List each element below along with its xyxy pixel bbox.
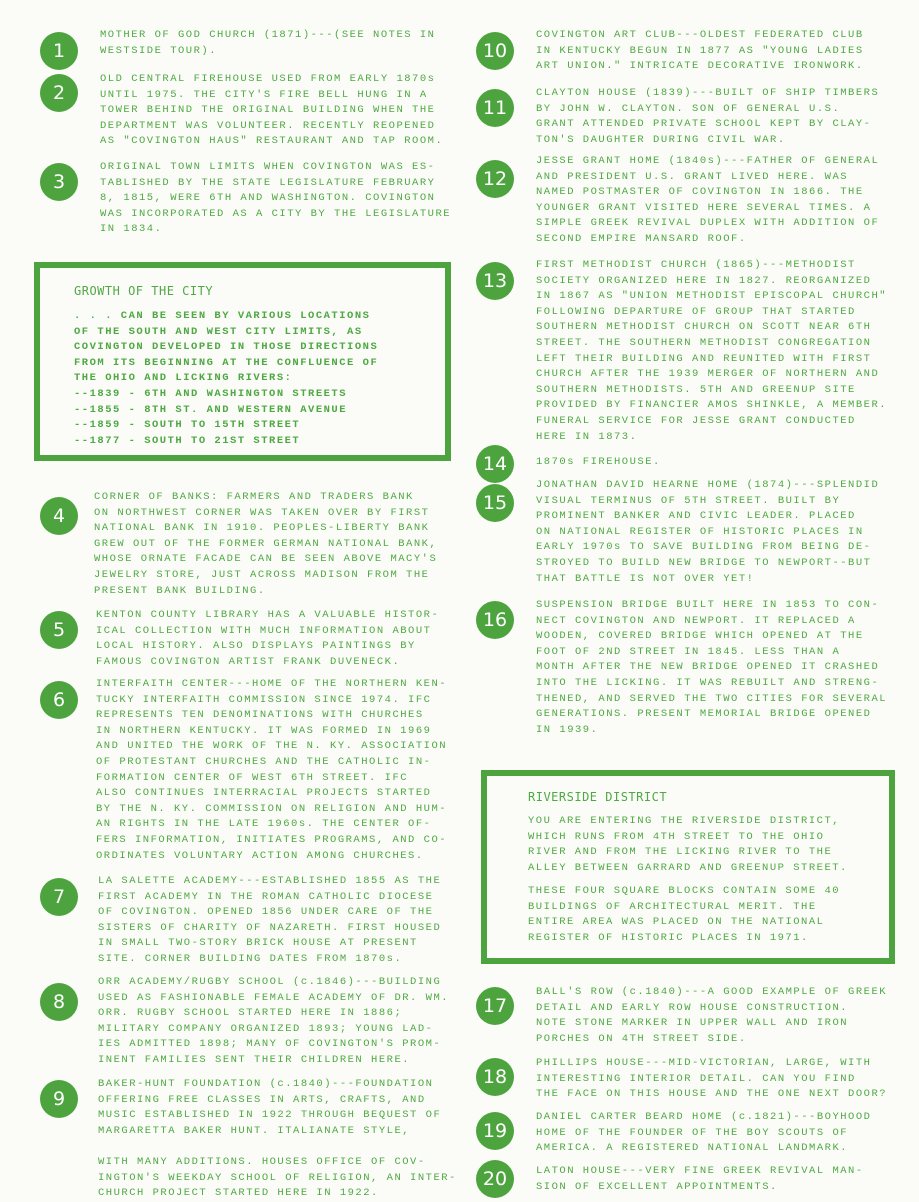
entry-text-2: OLD CENTRAL FIREHOUSE USED FROM EARLY 1870s UNTIL 1975. THE CITY'S FIRE BELL HUNG IN A TOWER BEHIND THE ORIGINAL BUILDING WHEN THE DEPARTMENT WAS VOLUNTEER. RECENTLY REOPENED AS "COVINGTON HAUS" RESTAURANT AND TAP ROOM. (100, 73, 444, 148)
growth-box-title: GROWTH OF THE CITY (74, 284, 214, 298)
number-badge-16: 16 (476, 601, 514, 639)
number-badge-2: 2 (40, 74, 78, 112)
entry-text-10: COVINGTON ART CLUB---OLDEST FEDERATED CLUB IN KENTUCKY BEGUN IN 1877 AS "YOUNG LADIES ART UNION." INTRICATE DECORATIVE IRONWORK. (536, 29, 864, 73)
number-badge-6: 6 (40, 681, 78, 719)
riverside-box-para2: THESE FOUR SQUARE BLOCKS CONTAIN SOME 40 BUILDINGS OF ARCHITECTURAL MERIT. THE ENTIRE AREA WAS PLACED ON THE NATIONAL REGISTER OF HISTORIC PLACES IN 1971. (528, 885, 841, 944)
number-badge-5: 5 (40, 611, 78, 649)
entry-text-9: BAKER-HUNT FOUNDATION (c.1840)---FOUNDATION OFFERING FREE CLASSES IN ARTS, CRAFTS, AND MUSIC ESTABLISHED IN 1922 THROUGH BEQUEST OF MARGARETTA BAKER HUNT. ITALIANATE STYLE, WITH MANY ADDITIONS. HOUSES OFFICE OF COV- INGTON'S WEEKDAY SCHOOL OF RELIGION, AN INTER- CHURCH PROJECT STARTED HERE IN 1922. (98, 1078, 457, 1200)
number-badge-4: 4 (40, 497, 78, 535)
number-badge-14: 14 (476, 445, 514, 483)
entry-text-13: FIRST METHODIST CHURCH (1865)---METHODIST SOCIETY ORGANIZED HERE IN 1827. REORGANIZED IN 1867 AS "UNION METHODIST EPISCOPAL CHURCH" FOLLOWING DEPARTURE OF GROUP THAT STARTED SOUTHERN METHODIST CHURCH ON SCOTT NEAR 6TH STREET. THE SOUTHERN METHODIST CONGREGATION LEFT THEIR BUILDING AND REUNITED WITH FIRST CHURCH AFTER THE 1939 MERGER OF NORTHERN AND SOUTHERN METHODISTS. 5TH AND GREENUP SITE PROVIDED BY FINANCIER AMOS SHINKLE, A MEMBER. FUNERAL SERVICE FOR JESSE GRANT CONDUCTED HERE IN 1873. (536, 259, 888, 443)
number-badge-11: 11 (476, 89, 514, 127)
entry-text-16: SUSPENSION BRIDGE BUILT HERE IN 1853 TO CON- NECT COVINGTON AND NEWPORT. IT REPLACED A WOODEN, COVERED BRIDGE WHICH OPENED AT THE FOOT OF 2ND STREET IN 1845. LESS THAN A MONTH AFTER THE NEW BRIDGE OPENED IT CRASHED INTO THE LICKING. IT WAS REBUILT AND STRENG- THENED, AND SERVED THE TWO CITIES FOR SEVERAL GENERATIONS. PRESENT MEMORIAL BRIDGE OPENED IN 1939. (536, 599, 888, 736)
number-badge-12: 12 (476, 160, 514, 198)
number-badge-10: 10 (476, 32, 514, 70)
growth-box-body: . . . CAN BE SEEN BY VARIOUS LOCATIONS OF THE SOUTH AND WEST CITY LIMITS, AS COVINGTON DEVELOPED IN THOSE DIRECTIONS FROM ITS BEGINNING AT THE CONFLUENCE OF THE OHIO AND LICKING RIVERS: --1839 - 6TH AND WASHINGTON STREETS --1855 - 8TH ST. AND WESTERN AVENUE --1859 - SOUTH TO 15TH STREET --1877 - SOUTH TO 21ST STREET (74, 310, 379, 447)
entry-text-4: CORNER OF BANKS: FARMERS AND TRADERS BANK ON NORTHWEST CORNER WAS TAKEN OVER BY FIRST NATIONAL BANK IN 1910. PEOPLES-LIBERTY BANK GREW OUT OF THE FORMER GERMAN NATIONAL BANK, WHOSE ORNATE FACADE CAN BE SEEN ABOVE MACY'S JEWELRY STORE, JUST ACROSS MADISON FROM THE PRESENT BANK BUILDING. (94, 491, 438, 597)
number-badge-3: 3 (40, 163, 78, 201)
entry-text-12: JESSE GRANT HOME (1840s)---FATHER OF GENERAL AND PRESIDENT U.S. GRANT LIVED HERE. WAS NAMED POSTMASTER OF COVINGTON IN 1866. THE YOUNGER GRANT VISITED HERE SEVERAL TIMES. A SIMPLE GREEK REVIVAL DUPLEX WITH ADDITION OF SECOND EMPIRE MANSARD ROOF. (536, 155, 880, 245)
number-badge-7: 7 (40, 878, 78, 916)
entry-text-11: CLAYTON HOUSE (1839)---BUILT OF SHIP TIMBERS BY JOHN W. CLAYTON. SON OF GENERAL U.S. GRANT ATTENDED PRIVATE SCHOOL KEPT BY CLAY- TON'S DAUGHTER DURING CIVIL WAR. (536, 87, 880, 146)
entry-text-1: MOTHER OF GOD CHURCH (1871)---(SEE NOTES IN WESTSIDE TOUR). (100, 29, 436, 57)
number-badge-8: 8 (40, 983, 78, 1021)
entry-text-8: ORR ACADEMY/RUGBY SCHOOL (c.1846)---BUILDING USED AS FASHIONABLE FEMALE ACADEMY OF DR. WM. ORR. RUGBY SCHOOL STARTED HERE IN 1886; MILITARY COMPANY ORGANIZED 1893; YOUNG LAD- IES ADMITTED 1898; MANY OF COVINGTON'S PROM- INENT FAMILIES SENT THEIR CHILDREN HERE. (98, 976, 450, 1066)
number-badge-17: 17 (476, 987, 514, 1025)
entry-text-15: JONATHAN DAVID HEARNE HOME (1874)---SPLENDID VISUAL TERMINUS OF 5TH STREET. BUILT BY PROMINENT BANKER AND CIVIC LEADER. PLACED ON NATIONAL REGISTER OF HISTORIC PLACES IN EARLY 1970s TO SAVE BUILDING FROM BEING DE- STROYED TO BUILD NEW BRIDGE TO NEWPORT--BUT THAT BATTLE IS NOT OVER YET! (536, 479, 880, 585)
entry-text-19: DANIEL CARTER BEARD HOME (c.1821)---BOYHOOD HOME OF THE FOUNDER OF THE BOY SCOUTS OF AMERICA. A REGISTERED NATIONAL LANDMARK. (536, 1111, 872, 1155)
riverside-box-title: RIVERSIDE DISTRICT (528, 790, 668, 804)
number-badge-1: 1 (40, 32, 78, 70)
number-badge-15: 15 (476, 484, 514, 522)
number-badge-20: 20 (476, 1160, 514, 1198)
entry-text-20: LATON HOUSE---VERY FINE GREEK REVIVAL MAN- SION OF EXCELLENT APPOINTMENTS. (536, 1165, 864, 1193)
number-badge-9: 9 (40, 1080, 78, 1118)
riverside-box-para1: YOU ARE ENTERING THE RIVERSIDE DISTRICT, WHICH RUNS FROM 4TH STREET TO THE OHIO RIVER AND FROM THE LICKING RIVER TO THE ALLEY BETWEEN GARRARD AND GREENUP STREET. (528, 815, 848, 874)
entry-text-7: LA SALETTE ACADEMY---ESTABLISHED 1855 AS THE FIRST ACADEMY IN THE ROMAN CATHOLIC DIOCESE OF COVINGTON. OPENED 1856 UNDER CARE OF THE SISTERS OF CHARITY OF NAZARETH. FIRST HOUSED IN SMALL TWO-STORY BRICK HOUSE AT PRESENT SITE. CORNER BUILDING DATES FROM 1870s. (98, 875, 442, 965)
number-badge-13: 13 (476, 262, 514, 300)
number-badge-19: 19 (476, 1112, 514, 1150)
entry-text-3: ORIGINAL TOWN LIMITS WHEN COVINGTON WAS ES- TABLISHED BY THE STATE LEGISLATURE FEBRUARY 8, 1815, WERE 6TH AND WASHINGTON. COVINGTON WAS INCORPORATED AS A CITY BY THE LEGISLATURE IN 1834. (100, 161, 452, 236)
number-badge-18: 18 (476, 1058, 514, 1096)
entry-text-6: INTERFAITH CENTER---HOME OF THE NORTHERN KEN- TUCKY INTERFAITH COMMISSION SINCE 1974. IFC REPRESENTS TEN DENOMINATIONS WITH CHURCHES IN NORTHERN KENTUCKY. IT WAS FORMED IN 1969 AND UNITED THE WORK OF THE N. KY. ASSOCIATION OF PROTESTANT CHURCHES AND THE CATHOLIC IN- FORMATION CENTER OF WEST 6TH STREET. IFC ALSO CONTINUES INTERRACIAL PROJECTS STARTED BY THE N. KY. COMMISSION ON RELIGION AND HUM- AN RIGHTS IN THE LATE 1960s. THE CENTER OF- FERS INFORMATION, INITIATES PROGRAMS, AND CO- ORDINATES VOLUNTARY ACTION AMONG CHURCHES. (96, 678, 448, 862)
entry-text-17: BALL'S ROW (c.1840)---A GOOD EXAMPLE OF GREEK DETAIL AND EARLY ROW HOUSE CONSTRUCTION. NOTE STONE MARKER IN UPPER WALL AND IRON PORCHES ON 4TH STREET SIDE. (536, 986, 888, 1045)
entry-text-14: 1870s FIREHOUSE. (536, 456, 661, 468)
entry-text-5: KENTON COUNTY LIBRARY HAS A VALUABLE HISTOR- ICAL COLLECTION WITH MUCH INFORMATION ABOUT LOCAL HISTORY. ALSO DISPLAYS PAINTINGS BY FAMOUS COVINGTON ARTIST FRANK DUVENECK. (96, 609, 440, 668)
entry-text-18: PHILLIPS HOUSE---MID-VICTORIAN, LARGE, WITH INTERESTING INTERIOR DETAIL. CAN YOU FIND THE FACE ON THIS HOUSE AND THE ONE NEXT DOOR? (536, 1057, 888, 1101)
